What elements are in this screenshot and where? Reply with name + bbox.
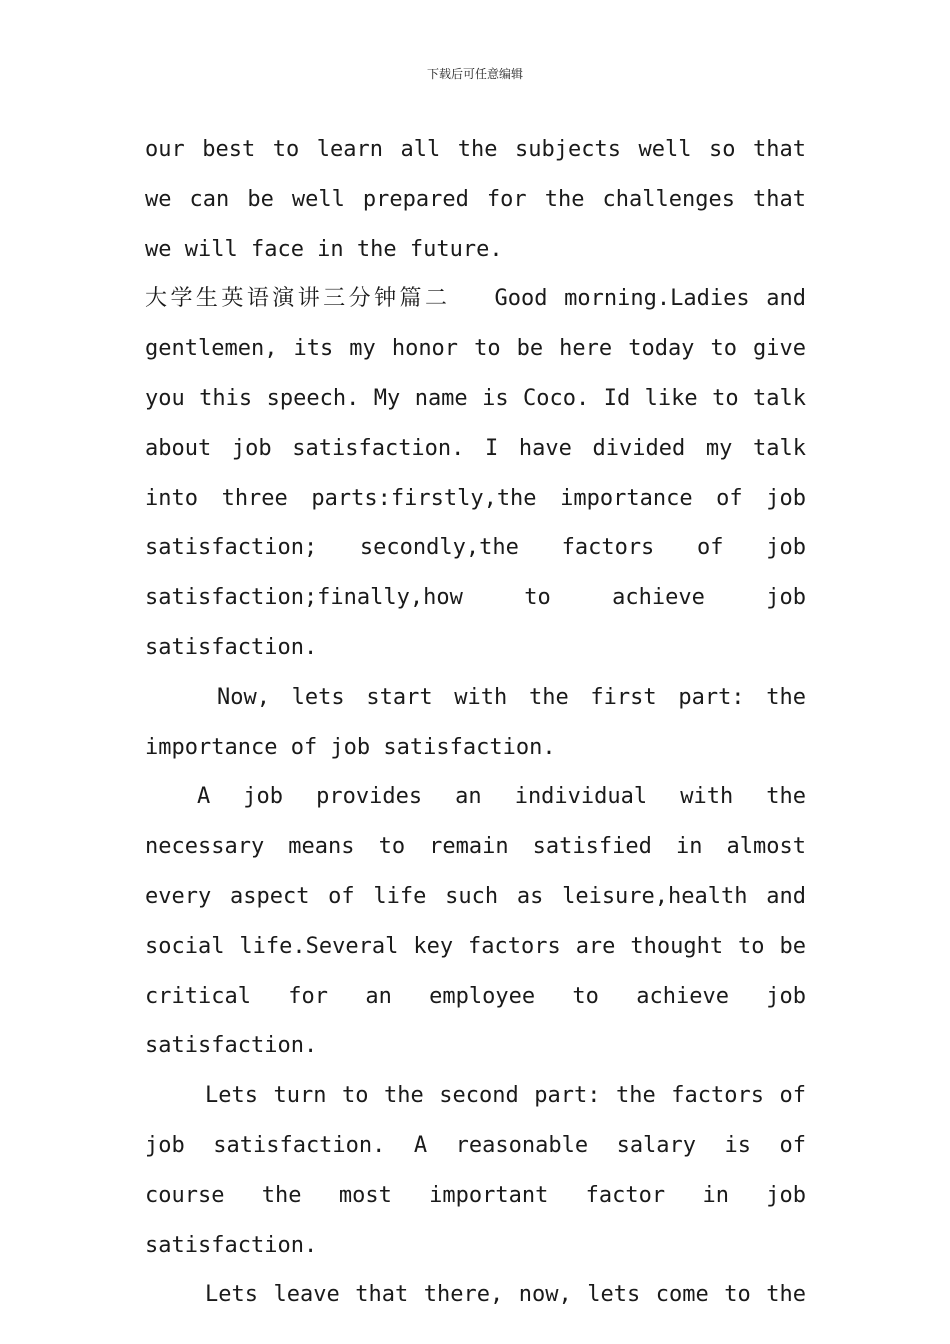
page-header: 下载后可任意编辑 (426, 67, 523, 81)
document-body (145, 125, 806, 1320)
paragraph-2 (145, 274, 806, 672)
paragraph-2-text: Good morning.Ladies and gentlemen, its my honor to be here today to give you this speech. My name is Coco. Id like to talk about job satisfaction. I have divided my talk into three parts:firstly,the importance of job satisfaction; secondly,the factors of job satisfaction;finally,how to achieve job satisfaction. (145, 286, 806, 660)
paragraph-6: Lets leave that there, now, lets come to the (205, 1282, 806, 1308)
paragraph-4: A job provides an individual with the necessary means to remain satisfied in almost every aspect of life such as leisure,health and social life.Several key factors are thought to be critical for an employee to achieve job satisfaction. (145, 784, 806, 1059)
section-heading: 大学生英语演讲三分钟篇二 (145, 286, 451, 312)
paragraph-1: our best to learn all the subjects well so that we can be well prepared for the challenges that we will face in the future. (145, 137, 806, 262)
paragraph-5: Lets turn to the second part: the factors of job satisfaction. A reasonable salary is of course the most important factor in job satisfaction. (145, 1083, 806, 1258)
paragraph-3: Now, lets start with the first part: the importance of job satisfaction. (145, 684, 806, 760)
